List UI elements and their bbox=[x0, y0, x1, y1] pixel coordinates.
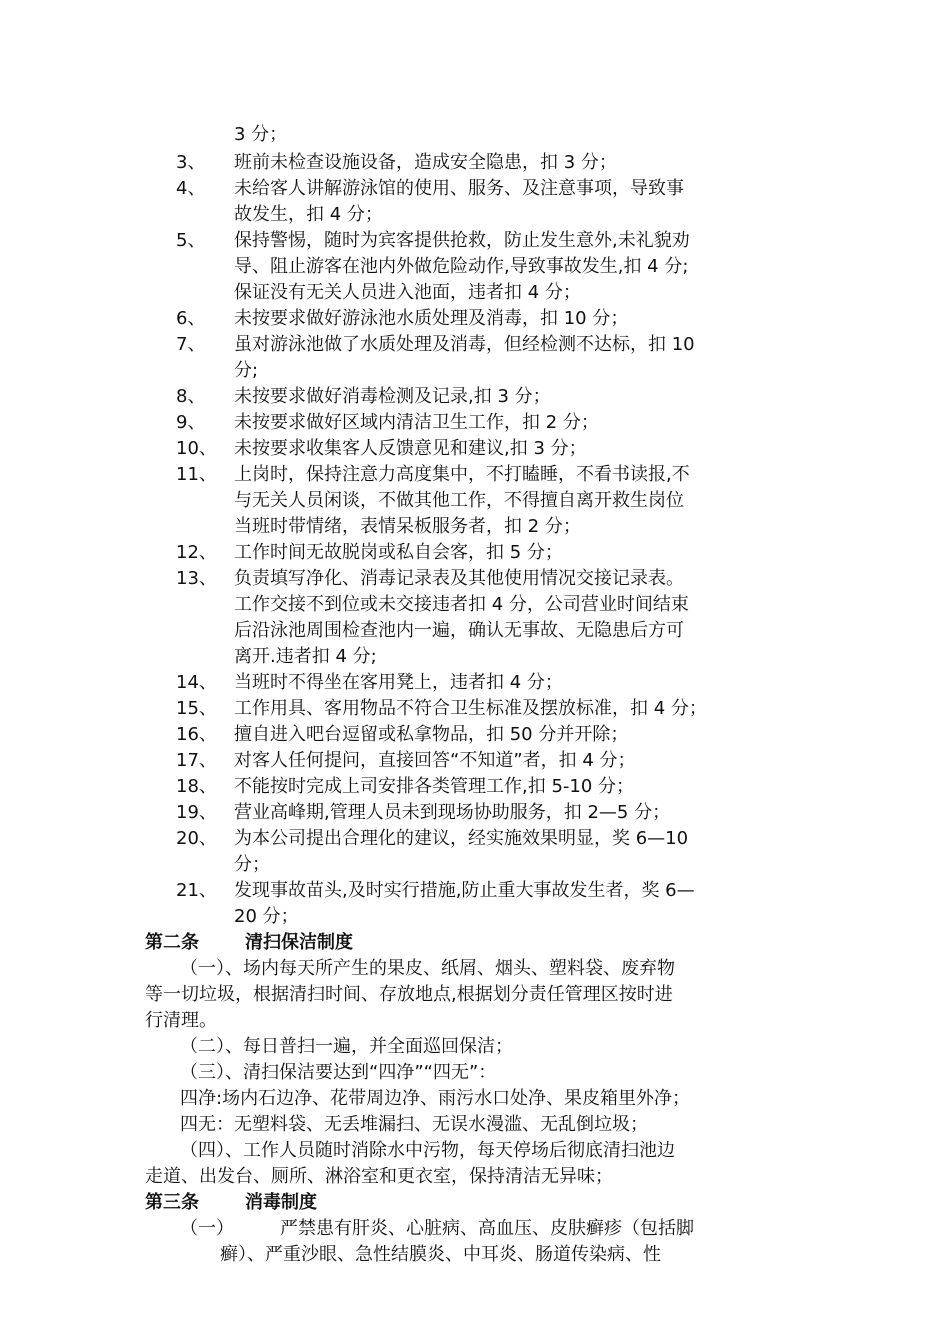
item-line: 工作交接不到位或未交接违者扣 4 分，公司营业时间结束 bbox=[234, 594, 689, 615]
item-line: 未按要求做好游泳池水质处理及消毒，扣 10 分； bbox=[234, 308, 629, 329]
item-line: 发现事故苗头,及时实行措施,防止重大事故发生者，奖 6— bbox=[234, 880, 695, 901]
item-line: 当班时不得坐在客用凳上，违者扣 4 分； bbox=[234, 672, 563, 693]
item-line: 工作时间无故脱岗或私自会客，扣 5 分； bbox=[234, 542, 563, 563]
item-line: 与无关人员闲谈，不做其他工作，不得擅自离开救生岗位 bbox=[234, 490, 684, 511]
item-line: 故发生，扣 4 分； bbox=[234, 204, 383, 225]
item-number: 6、 bbox=[176, 308, 206, 329]
item-number: 5、 bbox=[176, 230, 206, 251]
item-line: 擅自进入吧台逗留或私拿物品，扣 50 分并开除； bbox=[234, 724, 629, 745]
item-line: 工作用具、客用物品不符合卫生标准及摆放标准，扣 4 分； bbox=[234, 698, 707, 719]
paragraph-line: 四净:场内石边净、花带周边净、雨污水口处净、果皮箱里外净； bbox=[180, 1088, 691, 1109]
item-line: 上岗时，保持注意力高度集中，不打瞌睡，不看书读报,不 bbox=[234, 464, 690, 485]
item-line: 未给客人讲解游泳馆的使用、服务、及注意事项，导致事 bbox=[234, 178, 684, 199]
paragraph-line: （一）、场内每天所产生的果皮、纸屑、烟头、塑料袋、废弃物 bbox=[180, 958, 675, 979]
paragraph-line: （二）、每日普扫一遍，并全面巡回保洁； bbox=[180, 1036, 513, 1057]
item-number: 8、 bbox=[176, 386, 206, 407]
item-number: 20、 bbox=[176, 828, 217, 849]
item-line: 为本公司提出合理化的建议，经实施效果明显，奖 6—10 bbox=[234, 828, 689, 849]
item-number: 15、 bbox=[176, 698, 217, 719]
item-line: 当班时带情绪，表情呆板服务者，扣 2 分； bbox=[234, 516, 581, 537]
item-line: 导、阻止游客在池内外做危险动作,导致事故发生,扣 4 分; bbox=[234, 256, 689, 277]
section-heading-number: 第二条 bbox=[145, 932, 199, 953]
item-line: 20 分； bbox=[234, 906, 299, 927]
item-line: 未按要求做好区域内清洁卫生工作，扣 2 分； bbox=[234, 412, 599, 433]
item-number: （一） bbox=[180, 1218, 234, 1239]
item-line: 不能按时完成上司安排各类管理工作,扣 5-10 分； bbox=[234, 776, 635, 797]
item-line: 保证没有无关人员进入池面，违者扣 4 分； bbox=[234, 282, 581, 303]
item-line: 后沿泳池周围检查池内一遍，确认无事故、无隐患后方可 bbox=[234, 620, 684, 641]
item-number: 3、 bbox=[176, 152, 206, 173]
section-heading-title: 消毒制度 bbox=[245, 1192, 317, 1213]
section-heading-title: 清扫保洁制度 bbox=[245, 932, 353, 953]
item-number: 14、 bbox=[176, 672, 217, 693]
item-number: 16、 bbox=[176, 724, 217, 745]
section-heading-number: 第三条 bbox=[145, 1192, 199, 1213]
item-line: 保持警惕，随时为宾客提供抢救，防止发生意外,未礼貌劝 bbox=[234, 230, 690, 251]
item-line: 癣）、严重沙眼、急性结膜炎、中耳炎、肠道传染病、性 bbox=[220, 1244, 661, 1265]
item-line: 未按要求收集客人反馈意见和建议,扣 3 分； bbox=[234, 438, 587, 459]
item-number: 4、 bbox=[176, 178, 206, 199]
item-line: 分; bbox=[234, 360, 259, 381]
item-number: 21、 bbox=[176, 880, 217, 901]
paragraph-line: 四无：无塑料袋、无丢堆漏扫、无误水漫滥、无乱倒垃圾； bbox=[180, 1114, 648, 1135]
item-number: 9、 bbox=[176, 412, 206, 433]
item-number: 17、 bbox=[176, 750, 217, 771]
item-number: 12、 bbox=[176, 542, 217, 563]
paragraph-line: 等一切垃圾，根据清扫时间、存放地点,根据划分责任管理区按时进 bbox=[145, 984, 673, 1005]
item-number: 18、 bbox=[176, 776, 217, 797]
item-line: 对客人任何提问，直接回答“不知道”者，扣 4 分； bbox=[234, 750, 636, 771]
item-number: 11、 bbox=[176, 464, 217, 485]
item-line: 虽对游泳池做了水质处理及消毒，但经检测不达标，扣 10 bbox=[234, 334, 695, 355]
paragraph-line: （四）、工作人员随时消除水中污物，每天停场后彻底清扫池边 bbox=[180, 1140, 675, 1161]
item-line: 负责填写净化、消毒记录表及其他使用情况交接记录表。 bbox=[234, 568, 684, 589]
item-line: 营业高峰期,管理人员未到现场协助服务，扣 2—5 分； bbox=[234, 802, 671, 823]
item-line: 分； bbox=[234, 854, 270, 875]
paragraph-line: （三）、清扫保洁要达到“四净”“四无”： bbox=[180, 1062, 497, 1083]
item-number: 7、 bbox=[176, 334, 206, 355]
item-line: 3 分； bbox=[234, 124, 288, 145]
item-number: 13、 bbox=[176, 568, 217, 589]
paragraph-line: 行清理。 bbox=[145, 1010, 217, 1031]
paragraph-line: 走道、出发台、厕所、淋浴室和更衣室，保持清洁无异味； bbox=[145, 1166, 613, 1187]
item-number: 10、 bbox=[176, 438, 217, 459]
item-line: 严禁患有肝炎、心脏病、高血压、皮肤癣疹（包括脚 bbox=[280, 1218, 694, 1239]
item-number: 19、 bbox=[176, 802, 217, 823]
item-line: 未按要求做好消毒检测及记录,扣 3 分； bbox=[234, 386, 551, 407]
item-line: 离开.违者扣 4 分; bbox=[234, 646, 377, 667]
item-line: 班前未检查设施设备，造成安全隐患，扣 3 分； bbox=[234, 152, 617, 173]
